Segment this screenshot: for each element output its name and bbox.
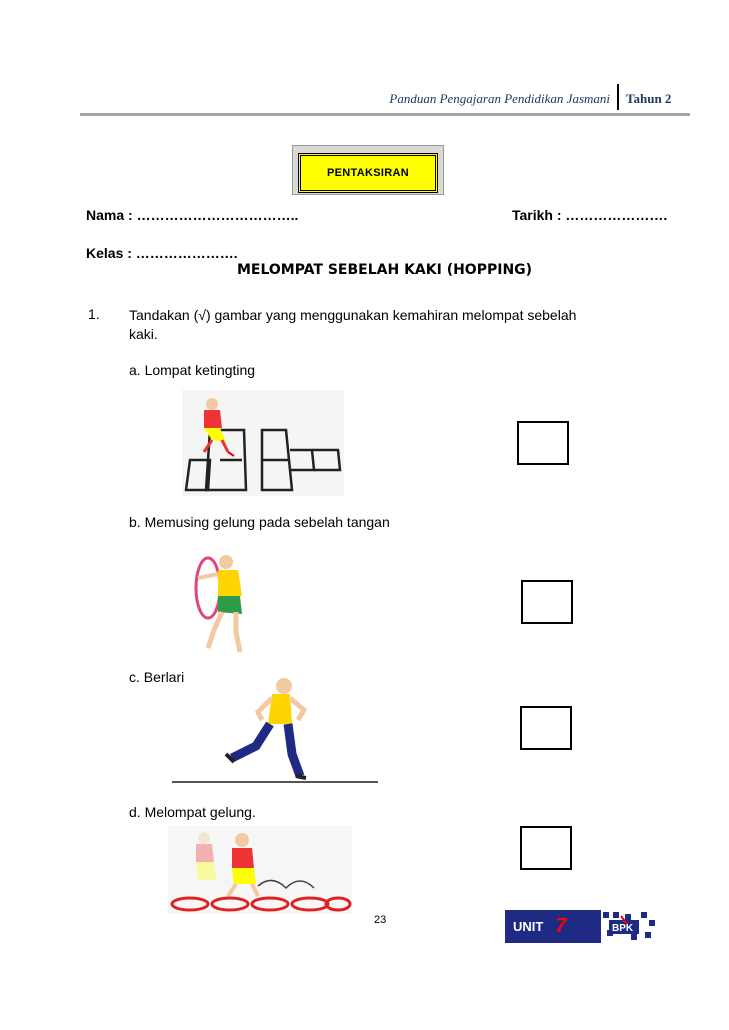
assessment-badge bbox=[298, 153, 438, 193]
badge-label: PENTAKSIRAN bbox=[327, 167, 409, 179]
question-number: 1. bbox=[88, 306, 100, 322]
option-c-label: c. Berlari bbox=[129, 669, 185, 685]
checkbox-c[interactable] bbox=[520, 706, 572, 750]
question-line-2: kaki. bbox=[129, 326, 158, 342]
bpk-logo bbox=[601, 910, 656, 943]
hoop-jumping-image bbox=[168, 826, 352, 914]
checkbox-b[interactable] bbox=[521, 580, 573, 624]
header-rule bbox=[80, 113, 690, 116]
running-image bbox=[222, 676, 318, 782]
unit-banner bbox=[505, 910, 601, 943]
unit-number: 7 bbox=[555, 915, 567, 937]
checkbox-d[interactable] bbox=[520, 826, 572, 870]
option-d-label: d. Melompat gelung. bbox=[129, 804, 256, 820]
date-field: Tarikh : …………………. bbox=[512, 207, 668, 223]
checkbox-a[interactable] bbox=[517, 421, 569, 465]
ground-line bbox=[172, 781, 378, 783]
question-line-1: Tandakan (√) gambar yang menggunakan kemahiran melompat sebelah bbox=[129, 307, 577, 323]
class-field: Kelas : …………………. bbox=[86, 245, 238, 261]
question-text bbox=[129, 306, 689, 344]
header-year: Tahun 2 bbox=[626, 91, 672, 106]
section-title: MELOMPAT SEBELAH KAKI (HOPPING) bbox=[236, 262, 533, 278]
header-title: Panduan Pengajaran Pendidikan Jasmani bbox=[389, 91, 610, 106]
option-b-label: b. Memusing gelung pada sebelah tangan bbox=[129, 514, 390, 530]
page-number: 23 bbox=[374, 914, 387, 926]
hopscotch-image bbox=[182, 390, 344, 496]
option-a-label: a. Lompat ketingting bbox=[129, 362, 256, 378]
unit-label: UNIT bbox=[513, 919, 544, 934]
bpk-text: BPK bbox=[612, 923, 634, 934]
name-field: Nama : …………………………….. bbox=[86, 207, 299, 223]
hoop-spinning-image bbox=[178, 548, 264, 664]
header-separator bbox=[617, 84, 619, 110]
